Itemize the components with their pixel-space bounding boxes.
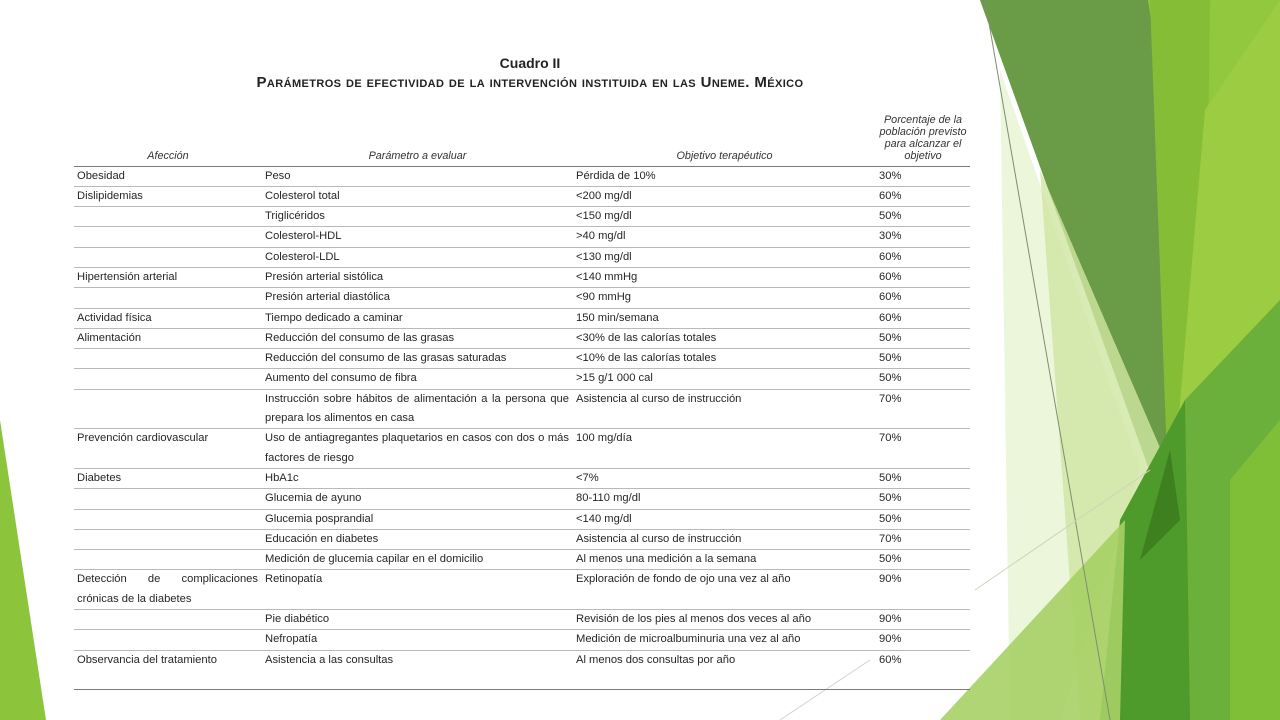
cell-parameter: Glucemia de ayuno: [262, 489, 573, 509]
table-row: [74, 227, 970, 247]
cell-percent: 60%: [876, 247, 970, 267]
cell-parameter: Medición de glucemia capilar en el domicilio: [262, 550, 573, 570]
table-title: Parámetros de efectividad de la intervención instituida en las Uneme. México: [256, 74, 804, 91]
cell-condition: [74, 207, 262, 227]
cell-objective: <10% de las calorías totales: [573, 349, 876, 369]
cell-condition: [74, 489, 262, 509]
cell-condition: [74, 630, 262, 650]
cell-parameter: Triglicéridos: [262, 207, 573, 227]
cell-condition: Actividad física: [74, 308, 262, 328]
cell-objective: <30% de las calorías totales: [573, 328, 876, 348]
cell-percent: 60%: [876, 186, 970, 206]
table-row: [74, 288, 970, 308]
cell-condition: Detección de complicaciones crónicas de la diabetes: [74, 570, 262, 610]
table-row: [74, 429, 970, 469]
table-row: [74, 207, 970, 227]
cell-parameter: Nefropatía: [262, 630, 573, 650]
effectiveness-table: [74, 100, 970, 690]
table-row: [74, 247, 970, 267]
table-header-row: [74, 100, 970, 166]
cell-parameter: Educación en diabetes: [262, 529, 573, 549]
table-row: [74, 328, 970, 348]
cell-parameter: Presión arterial diastólica: [262, 288, 573, 308]
cell-condition: Prevención cardiovascular: [74, 429, 262, 469]
cell-percent: 90%: [876, 630, 970, 650]
cell-objective: Asistencia al curso de instrucción: [573, 389, 876, 429]
cell-condition: [74, 509, 262, 529]
cell-parameter: Tiempo dedicado a caminar: [262, 308, 573, 328]
cell-percent: 50%: [876, 369, 970, 389]
cell-condition: Obesidad: [74, 166, 262, 186]
table-row: [74, 267, 970, 287]
cell-condition: [74, 288, 262, 308]
cell-percent: 60%: [876, 308, 970, 328]
table-row: [74, 630, 970, 650]
cell-parameter: Colesterol-LDL: [262, 247, 573, 267]
cell-parameter: Reducción del consumo de las grasas: [262, 328, 573, 348]
cell-objective: Pérdida de 10%: [573, 166, 876, 186]
cell-percent: 30%: [876, 166, 970, 186]
cell-objective: <140 mg/dl: [573, 509, 876, 529]
table-row: [74, 369, 970, 389]
cell-percent: 50%: [876, 550, 970, 570]
cell-percent: 90%: [876, 610, 970, 630]
cell-parameter: Reducción del consumo de las grasas saturadas: [262, 349, 573, 369]
header-parameter: Parámetro a evaluar: [262, 100, 573, 166]
cell-parameter: Asistencia a las consultas: [265, 653, 394, 666]
table-number: Cuadro II: [499, 55, 561, 71]
cell-percent: 30%: [876, 227, 970, 247]
cell-parameter: Pie diabético: [262, 610, 573, 630]
cell-percent: 90%: [876, 570, 970, 610]
table-row: [74, 529, 970, 549]
cell-objective: Al menos una medición a la semana: [573, 550, 876, 570]
cell-condition: [74, 369, 262, 389]
cell-parameter: Colesterol-HDL: [262, 227, 573, 247]
cell-objective: >15 g/1 000 cal: [573, 369, 876, 389]
cell-percent: 70%: [876, 529, 970, 549]
cell-objective: Revisión de los pies al menos dos veces al año: [573, 610, 876, 630]
cell-condition: [74, 389, 262, 429]
cell-condition: [74, 529, 262, 549]
cell-objective: Asistencia al curso de instrucción: [573, 529, 876, 549]
table-row: [74, 570, 970, 610]
table-row: [74, 489, 970, 509]
cell-objective: <130 mg/dl: [573, 247, 876, 267]
table-row: [74, 389, 970, 429]
cell-percent: 50%: [876, 349, 970, 369]
table-container: [74, 100, 970, 690]
cell-parameter: Uso de antiagregantes plaquetarios en casos con dos o más factores de riesgo: [262, 429, 573, 469]
cell-condition: [74, 610, 262, 630]
table-row: [74, 650, 970, 689]
table-caption: [180, 54, 880, 93]
cell-condition: [74, 227, 262, 247]
cell-objective: Al menos dos consultas por año: [576, 653, 736, 666]
cell-objective: Medición de microalbuminuria una vez al año: [573, 630, 876, 650]
table-body: [74, 166, 970, 689]
cell-condition: [74, 349, 262, 369]
cell-condition: Diabetes: [74, 468, 262, 488]
cell-parameter: Glucemia posprandial: [262, 509, 573, 529]
cell-objective: <140 mmHg: [573, 267, 876, 287]
cell-parameter: HbA1c: [262, 468, 573, 488]
cell-objective: 80-110 mg/dl: [573, 489, 876, 509]
table-row: [74, 166, 970, 186]
cell-condition: [74, 247, 262, 267]
cell-parameter: Colesterol total: [262, 186, 573, 206]
cell-parameter: Peso: [262, 166, 573, 186]
cell-percent: 50%: [876, 207, 970, 227]
cell-percent: 60%: [879, 653, 902, 666]
cell-condition: Hipertensión arterial: [74, 267, 262, 287]
cell-percent: 50%: [876, 509, 970, 529]
cell-percent: 70%: [876, 389, 970, 429]
cell-objective: <7%: [573, 468, 876, 488]
cell-parameter: Aumento del consumo de fibra: [262, 369, 573, 389]
header-objective: Objetivo terapéutico: [573, 100, 876, 166]
cell-parameter: Instrucción sobre hábitos de alimentación a la persona que prepara los alimentos en casa: [262, 389, 573, 429]
cell-percent: 50%: [876, 468, 970, 488]
header-percent: Porcentaje de la población previsto para alcanzar el objetivo: [876, 100, 970, 166]
cell-objective: <200 mg/dl: [573, 186, 876, 206]
cell-objective: <90 mmHg: [573, 288, 876, 308]
table-row: [74, 610, 970, 630]
cell-parameter: Presión arterial sistólica: [262, 267, 573, 287]
table-row: [74, 349, 970, 369]
table-row: [74, 550, 970, 570]
cell-objective: >40 mg/dl: [573, 227, 876, 247]
cell-condition: Dislipidemias: [74, 186, 262, 206]
cell-condition: Alimentación: [74, 328, 262, 348]
table-row: [74, 186, 970, 206]
cell-objective: 100 mg/día: [573, 429, 876, 469]
cell-percent: 60%: [876, 267, 970, 287]
header-condition: Afección: [74, 100, 262, 166]
cell-condition: [74, 550, 262, 570]
cell-percent: 50%: [876, 328, 970, 348]
cell-percent: 60%: [876, 288, 970, 308]
cell-parameter: Retinopatía: [262, 570, 573, 610]
cell-percent: 50%: [876, 489, 970, 509]
table-row: [74, 308, 970, 328]
table-row: [74, 468, 970, 488]
cell-objective: Exploración de fondo de ojo una vez al año: [573, 570, 876, 610]
cell-objective: 150 min/semana: [573, 308, 876, 328]
cell-percent: 70%: [876, 429, 970, 469]
cell-condition: Observancia del tratamiento: [77, 653, 217, 666]
table-row: [74, 509, 970, 529]
cell-objective: <150 mg/dl: [573, 207, 876, 227]
